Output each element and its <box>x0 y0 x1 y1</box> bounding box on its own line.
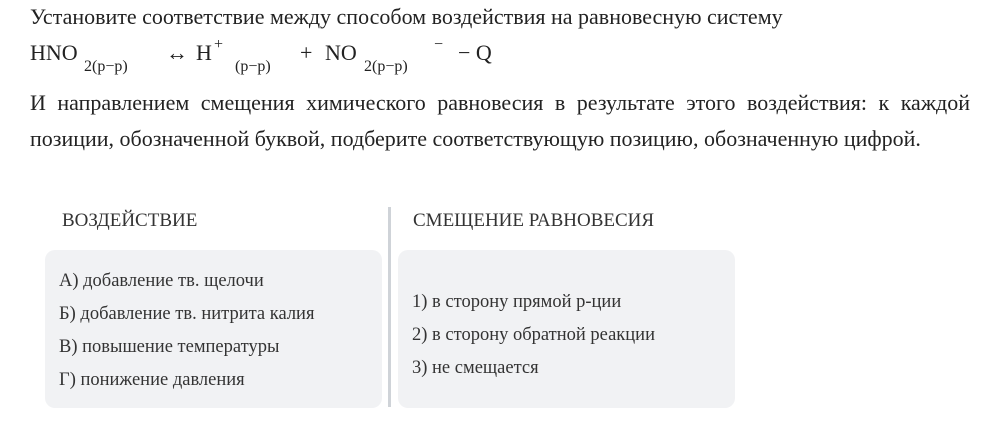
eq-no-charge: − <box>434 36 444 53</box>
shift-item-2: 2) в сторону обратной реакции <box>412 325 655 345</box>
eq-h-charge: + <box>214 36 224 53</box>
shift-item-1: 1) в сторону прямой р-ции <box>412 292 622 312</box>
eq-no-state: 2(р−р) <box>364 58 408 75</box>
eq-no: NO <box>325 40 357 65</box>
eq-minus-q: − Q <box>458 40 492 65</box>
effect-item-g: Г) понижение давления <box>59 370 245 390</box>
effect-item-a: А) добавление тв. щелочи <box>59 271 264 291</box>
shift-item-3: 3) не смещается <box>412 358 539 378</box>
eq-plus: + <box>300 40 313 65</box>
task-instruction: И направлением смещения химического равновесия в результате этого воздействия: к каждой позиции, обозначенной буквой, подберите соответствующую позицию, обозначенную цифрой. <box>30 90 970 151</box>
effect-item-b: Б) добавление тв. нитрита калия <box>59 304 315 324</box>
eq-hno-state: 2(р−р) <box>84 58 128 75</box>
effect-item-v: В) повышение температуры <box>59 337 280 357</box>
shifts-header: СМЕЩЕНИЕ РАВНОВЕСИЯ <box>413 210 655 231</box>
effects-card <box>45 250 382 408</box>
eq-h-state: (р−р) <box>235 58 271 75</box>
column-divider <box>388 207 391 407</box>
shifts-card <box>398 250 735 408</box>
effects-header: ВОЗДЕЙСТВИЕ <box>62 210 198 231</box>
eq-h: H <box>196 40 212 65</box>
task-intro: Установите соответствие между способом воздействия на равновесную систему <box>30 4 783 29</box>
eq-hno: HNO <box>30 40 78 65</box>
eq-equilibrium-arrow: ↔ <box>166 40 188 65</box>
